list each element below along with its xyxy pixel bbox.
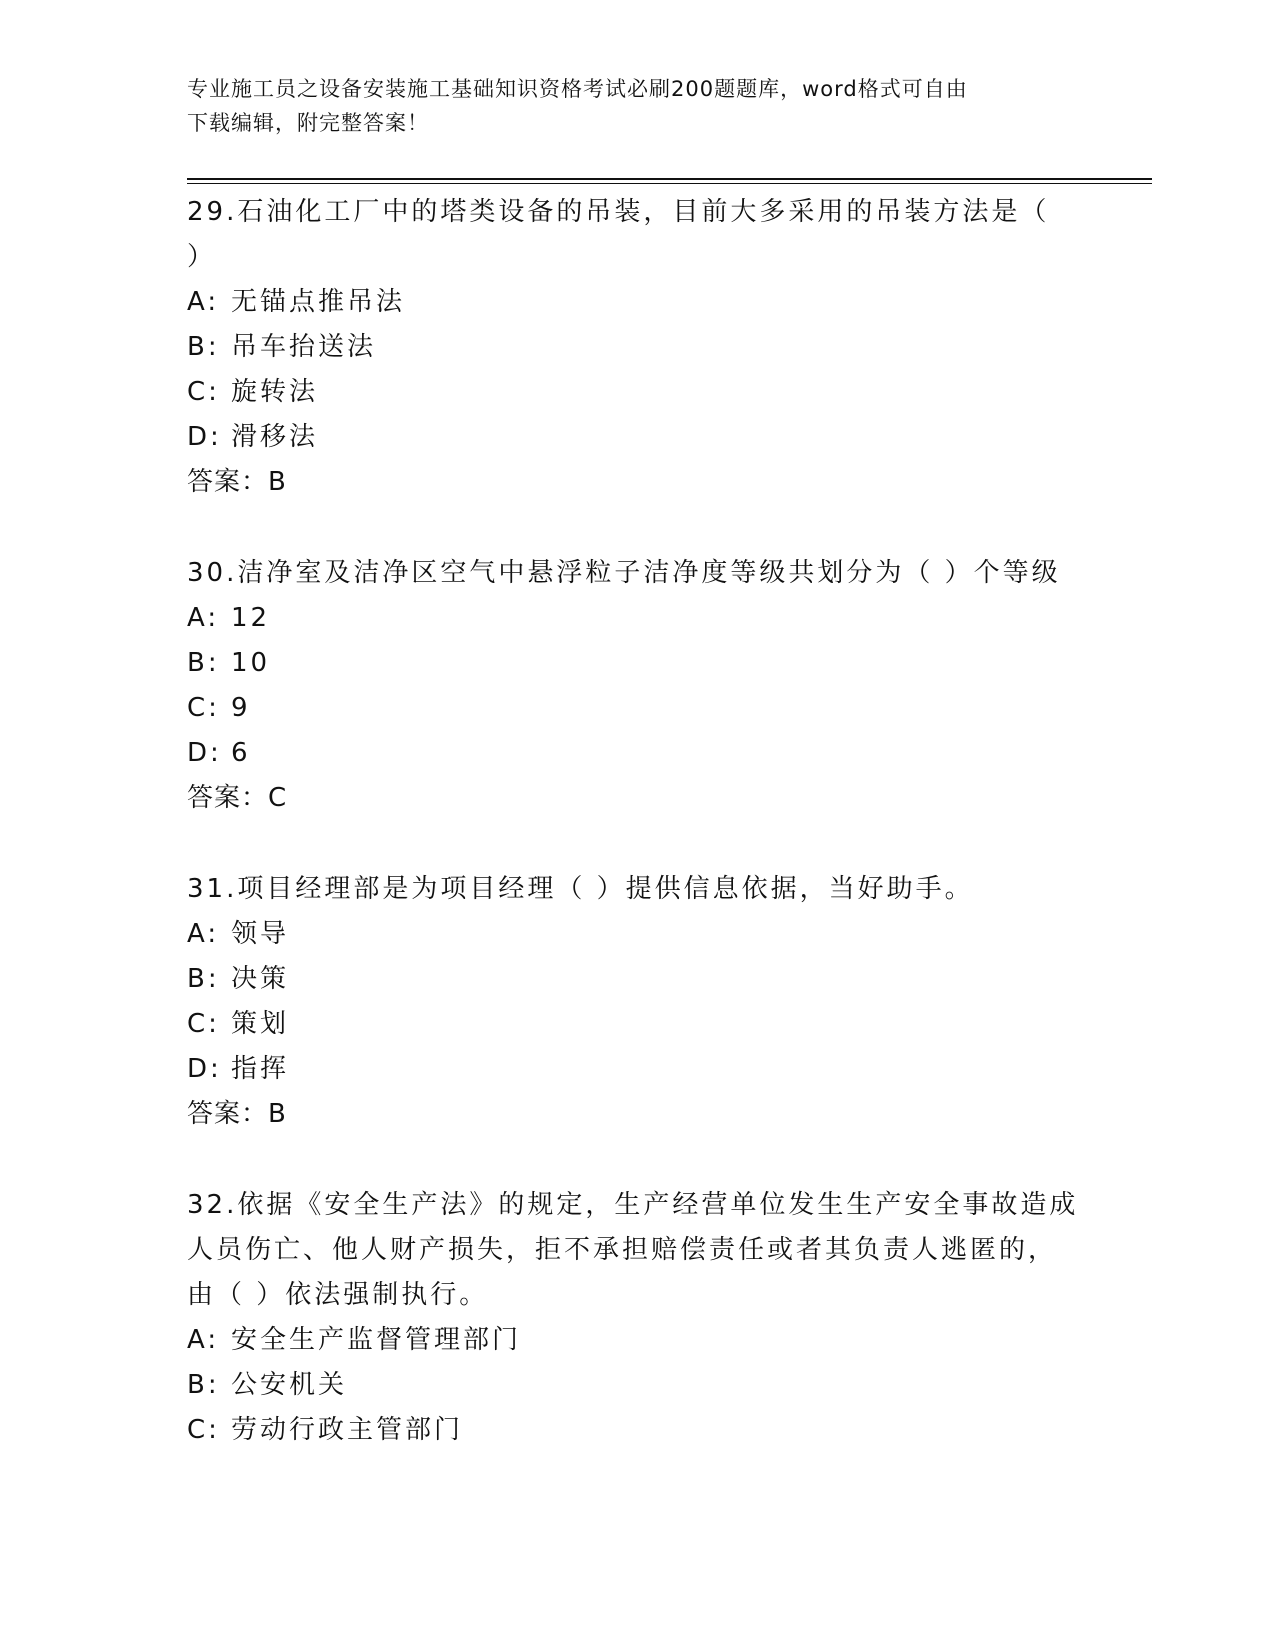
option-a xyxy=(187,596,1087,641)
question-31 xyxy=(187,867,1087,1137)
option-letter: C: xyxy=(187,377,220,407)
option-letter: D: xyxy=(187,738,222,768)
option-c xyxy=(187,370,1087,415)
option-letter: A: xyxy=(187,287,220,317)
option-a xyxy=(187,280,1087,325)
header-line-2: 下载编辑，附完整答案！ xyxy=(187,111,429,135)
option-letter: C: xyxy=(187,1009,220,1039)
header-rule-thin xyxy=(187,183,1152,184)
answer: 答案：B xyxy=(187,1099,287,1129)
option-letter: C: xyxy=(187,693,220,723)
option-text: 领导 xyxy=(231,919,290,949)
question-29 xyxy=(187,190,1087,505)
option-text: 吊车抬送法 xyxy=(231,332,377,362)
option-text: 决策 xyxy=(231,964,290,994)
option-d xyxy=(187,1047,1087,1092)
option-d xyxy=(187,415,1087,460)
question-32 xyxy=(187,1183,1087,1453)
question-stem-continued: 由（ ）依法强制执行。 xyxy=(187,1280,489,1310)
option-a xyxy=(187,912,1087,957)
option-letter: A: xyxy=(187,919,220,949)
option-c xyxy=(187,1002,1087,1047)
option-c xyxy=(187,1408,1087,1453)
option-b xyxy=(187,641,1087,686)
document-header xyxy=(187,72,1087,140)
question-stem: 31.项目经理部是为项目经理（ ）提供信息依据，当好助手。 xyxy=(187,874,974,904)
option-text: 9 xyxy=(231,693,251,723)
option-text: 安全生产监督管理部门 xyxy=(231,1325,522,1355)
option-text: 10 xyxy=(231,648,271,678)
option-b xyxy=(187,1363,1087,1408)
header-rule-thick xyxy=(187,178,1152,180)
question-list xyxy=(187,190,1087,1499)
option-b xyxy=(187,325,1087,370)
option-letter: B: xyxy=(187,332,220,362)
header-line-1: 专业施工员之设备安装施工基础知识资格考试必刷200题题库，word格式可自由 xyxy=(187,77,968,101)
question-stem: 29.石油化工厂中的塔类设备的吊装，目前大多采用的吊装方法是（ xyxy=(187,197,1050,227)
option-letter: D: xyxy=(187,422,222,452)
option-text: 旋转法 xyxy=(231,377,319,407)
option-letter: B: xyxy=(187,964,220,994)
question-30 xyxy=(187,551,1087,821)
option-text: 公安机关 xyxy=(231,1370,348,1400)
question-stem: 30.洁净室及洁净区空气中悬浮粒子洁净度等级共划分为（ ）个等级 xyxy=(187,558,1061,588)
option-c xyxy=(187,686,1087,731)
option-d xyxy=(187,731,1087,776)
answer: 答案：B xyxy=(187,467,287,497)
option-letter: D: xyxy=(187,1054,222,1084)
option-text: 12 xyxy=(231,603,271,633)
answer: 答案：C xyxy=(187,783,288,813)
option-text: 劳动行政主管部门 xyxy=(231,1415,464,1445)
option-letter: B: xyxy=(187,648,220,678)
question-stem: 32.依据《安全生产法》的规定，生产经营单位发生生产安全事故造成 xyxy=(187,1190,1079,1220)
option-text: 滑移法 xyxy=(231,422,319,452)
option-letter: C: xyxy=(187,1415,220,1445)
option-letter: A: xyxy=(187,603,220,633)
question-stem-continued: ） xyxy=(187,242,217,272)
question-stem-continued: 人员伤亡、他人财产损失，拒不承担赔偿责任或者其负责人逃匿的， xyxy=(187,1235,1058,1265)
option-letter: B: xyxy=(187,1370,220,1400)
option-letter: A: xyxy=(187,1325,220,1355)
option-text: 指挥 xyxy=(231,1054,290,1084)
option-text: 策划 xyxy=(231,1009,290,1039)
option-text: 6 xyxy=(231,738,251,768)
option-text: 无锚点推吊法 xyxy=(231,287,406,317)
option-b xyxy=(187,957,1087,1002)
option-a xyxy=(187,1318,1087,1363)
